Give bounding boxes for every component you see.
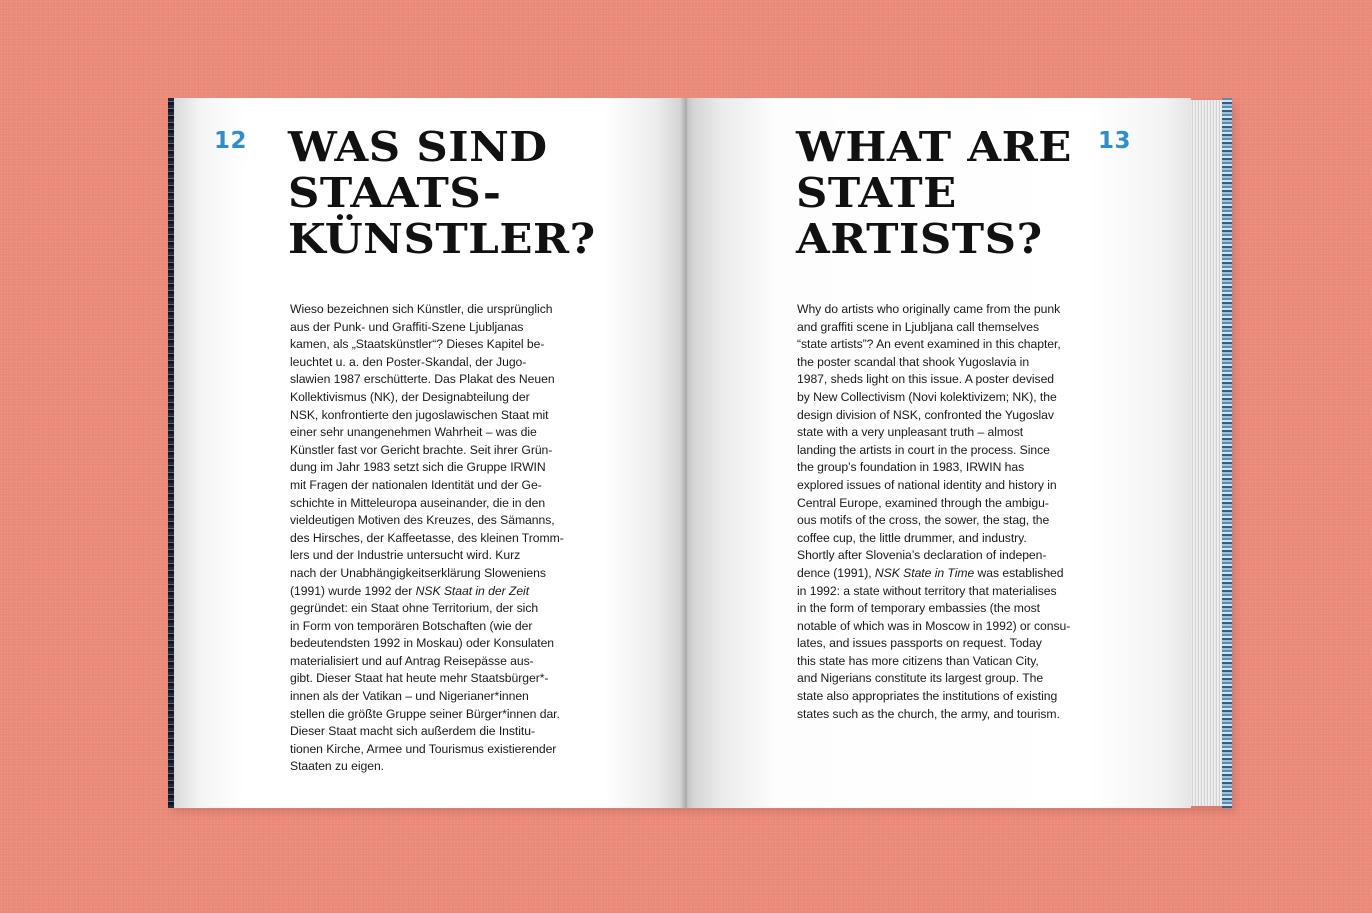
text-line: tionen Kirche, Armee und Tourismus existierender [290, 741, 557, 756]
body-text-german [290, 301, 590, 776]
text-line: the poster scandal that shook Yugoslavia in [797, 354, 1030, 369]
text-line: in 1992: a state without territory that materialises [797, 583, 1057, 598]
text-line: and graffiti scene in Ljubljana call themselves [797, 319, 1039, 334]
headline-english: WHAT ARE STATE ARTISTS? [796, 123, 1072, 263]
text-line: slawien 1987 erschütterte. Das Plakat des Neuen [290, 372, 555, 387]
page-number-right: 13 [1098, 128, 1132, 154]
text-line: Dieser Staat macht sich außerdem die Institu- [290, 724, 535, 739]
text-line: landing the artists in court in the process. Since [797, 442, 1050, 457]
text-line: nach der Unabhängigkeitserklärung Sloweniens [290, 565, 546, 580]
text-segment: was established [974, 565, 1064, 580]
text-line: the group’s foundation in 1983, IRWIN has [797, 460, 1025, 475]
text-line: lers und der Industrie untersucht wird. Kurz [290, 548, 521, 563]
text-line: in the form of temporary embassies (the most [797, 601, 1040, 616]
text-line: Shortly after Slovenia’s declaration of indepen- [797, 548, 1047, 563]
text-line: bedeutendsten 1992 in Moskau) oder Konsulaten [290, 636, 555, 651]
text-line: innen als der Vatikan – und Nigerianer*innen [290, 689, 529, 704]
text-line: state with a very unpleasant truth – almost [797, 425, 1024, 440]
open-book [168, 98, 1232, 808]
text-line: Central Europe, examined through the ambigu- [797, 495, 1049, 510]
text-line: mit Fragen der nationalen Identität und der Ge- [290, 477, 542, 492]
text-line: lates, and issues passports on request. Today [797, 636, 1042, 651]
text-line: this state has more citizens than Vatican City, [797, 653, 1039, 668]
text-line: materialisiert und auf Antrag Reisepässe aus- [290, 653, 534, 668]
text-line: “state artists”? An event examined in this chapter, [797, 337, 1061, 352]
text-line: dung im Jahr 1983 setzt sich die Gruppe IRWIN [290, 460, 546, 475]
text-line: Wieso bezeichnen sich Künstler, die ursprünglich [290, 302, 553, 316]
italic-title: NSK Staat in der Zeit [415, 583, 530, 598]
text-line: Kollektivismus (NK), der Designabteilung der [290, 389, 530, 404]
page-number-left: 12 [214, 128, 248, 154]
text-line: einer sehr unangenehmen Wahrheit – was die [290, 425, 537, 440]
text-line: des Hirsches, der Kaffeetasse, des kleinen Tromm- [290, 530, 564, 545]
text-line: and Nigerians constitute its largest group. The [797, 671, 1044, 686]
text-line: stellen die größte Gruppe seiner Bürger*innen dar. [290, 706, 560, 721]
text-line: design division of NSK, confronted the Yugoslav [797, 407, 1054, 422]
text-line: schichte in Mitteleuropa auseinander, die in den [290, 495, 546, 510]
text-line: Why do artists who originally came from the punk [797, 302, 1061, 316]
text-line: by New Collectivism (Novi kolektivizem; NK), the [797, 389, 1057, 404]
text-line: states such as the church, the army, and tourism. [797, 706, 1060, 721]
text-line [797, 565, 1097, 583]
text-line: NSK, konfrontierte den jugoslawischen Staat mit [290, 407, 549, 422]
text-line: vieldeutigen Motiven des Kreuzes, des Sämanns, [290, 513, 555, 528]
text-line [290, 583, 590, 601]
text-line: notable of which was in Moscow in 1992) or consu- [797, 618, 1071, 633]
text-line: explored issues of national identity and history in [797, 477, 1057, 492]
text-line: gibt. Dieser Staat hat heute mehr Staatsbürger*- [290, 671, 549, 686]
text-line: leuchtet u. a. den Poster-Skandal, der Jugo- [290, 354, 527, 369]
text-segment: dence (1991), [797, 565, 875, 580]
book-spine [680, 98, 694, 808]
text-line: kamen, als „Staatskünstler“? Dieses Kapitel be- [290, 337, 545, 352]
body-text-english [797, 301, 1097, 723]
text-segment: (1991) wurde 1992 der [290, 583, 416, 598]
italic-title: NSK State in Time [874, 565, 975, 580]
book-edge-right [1222, 98, 1232, 808]
text-line: coffee cup, the little drummer, and industry. [797, 530, 1027, 545]
text-line: in Form von temporären Botschaften (wie der [290, 618, 533, 633]
headline-german: WAS SIND STAATS- KÜNSTLER? [288, 123, 596, 263]
text-line: Künstler fast vor Gericht brachte. Seit ihrer Grün- [290, 442, 553, 457]
text-line: gegründet: ein Staat ohne Territorium, der sich [290, 601, 539, 616]
text-line: ous motifs of the cross, the sower, the stag, the [797, 513, 1050, 528]
text-line: Staaten zu eigen. [290, 759, 385, 774]
text-line: 1987, sheds light on this issue. A poster devised [797, 372, 1055, 387]
text-line: aus der Punk- und Graffiti-Szene Ljubljanas [290, 319, 524, 334]
text-line: state also appropriates the institutions of existing [797, 689, 1058, 704]
